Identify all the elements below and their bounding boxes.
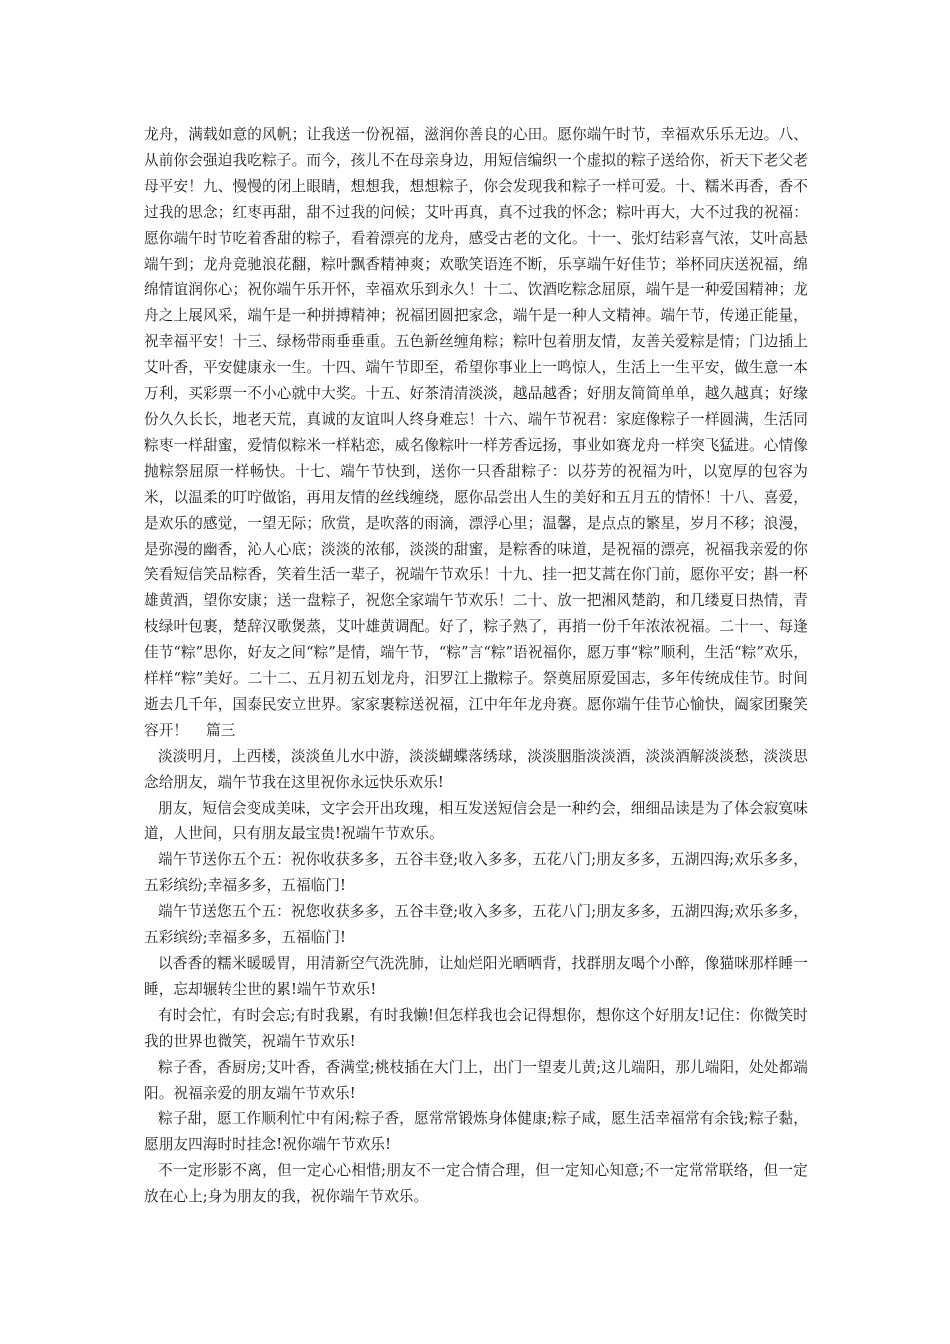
paragraph-6: 有时会忙，有时会忘;有时我累，有时我懒!但怎样我也会记得想你，想你这个好朋友!记住：你微笑时我的世界也微笑，祝端午节欢乐!: [144, 1006, 808, 1050]
paragraph-4: 端午节送您五个五：祝您收获多多，五谷丰登;收入多多，五花八门;朋友多多，五湖四海;欢乐多多，五彩缤纷;幸福多多，五福临门!: [144, 903, 808, 947]
paragraph-2: 朋友，短信会变成美味，文字会开出玫瑰，相互发送短信会是一种约会，细细品读是为了体会寂寞味道，人世间，只有朋友最宝贵!祝端午节欢乐。: [144, 799, 808, 843]
paragraph-1: 淡淡明月，上西楼，淡淡鱼儿水中游，淡淡蝴蝶落绣球，淡淡胭脂淡淡酒，淡淡酒解淡淡愁，淡淡思念给朋友，端午节我在这里祝你永远快乐欢乐!: [144, 747, 808, 791]
continuation-text: 龙舟，满载如意的风帆；让我送一份祝福，滋润你善良的心田。愿你端午时节，幸福欢乐乐无边。八、从前你会强迫我吃粽子。而今，孩儿不在母亲身边，用短信编织一个虚拟的粽子送给你，祈天下老父老母平安！九、慢慢的闭上眼睛，想想我，想想粽子，你会发现我和粽子一样可爱。十、糯米再香，香不过我的思念；红枣再甜，甜不过我的问候；艾叶再真，真不过我的怀念；粽叶再大，大不过我的祝福：愿你端午时节吃着香甜的粽子，看着漂亮的龙舟，感受古老的文化。十一、张灯结彩喜气浓，艾叶高悬端午到；龙舟竞驰浪花翻，粽叶飘香精神爽；欢歌笑语连不断，乐享端午好佳节；举杯同庆送祝福，绵绵情谊润你心；祝你端午乐开怀，幸福欢乐到永久！十二、饮酒吃粽念屈原，端午是一种爱国精神；龙舟之上展风采，端午是一种拼搏精神；祝福团圆把家念，端午是一种人文精神。端午节，传递正能量，祝幸福平安！十三、绿杨带雨垂垂重。五色新丝缠角粽；粽叶包着朋友情，友善关爱粽是情；门边插上艾叶香，平安健康永一生。十四、端午节即至，希望你事业上一鸣惊人，生活上一生平安，做生意一本万利，买彩票一不小心就中大奖。十五、好茶清清淡淡，越品越香；好朋友简简单单，越久越真；好缘份久久长长，地老天荒，真诚的友谊叫人终身难忘！十六、端午节祝君：家庭像粽子一样圆满，生活同粽枣一样甜蜜，爱情似粽米一样粘恋，威名像粽叶一样芳香远扬，事业如赛龙舟一样突飞猛进。心情像抛粽祭屈原一样畅快。十七、端午节快到，送你一只香甜粽子：以芬芳的祝福为叶，以宽厚的包容为米，以温柔的叮咛做馅，再用友情的丝线缠绕，愿你品尝出人生的美好和五月五的情怀！十八、喜爱，是欢乐的感觉，一望无际；欣赏，是吹落的雨滴，漂浮心里；温馨，是点点的繁星，岁月不移；浪漫，是弥漫的幽香，沁人心底；淡淡的浓郁，淡淡的甜蜜，是粽香的味道，是祝福的漂亮，祝福我亲爱的你笑看短信笑品粽香，笑着生活一辈子，祝端午节欢乐！十九、挂一把艾蒿在你门前，愿你平安；斟一杯雄黄酒，望你安康；送一盘粽子，祝您全家端午节欢乐！二十、放一把湘风楚韵，和几缕夏日热情，青枝绿叶包裹，楚辞汉歌煲蒸，艾叶雄黄调配。好了，粽子熟了，再捎一份千年浓浓祝福。二十一、每逢佳节“粽”思你，好友之间“粽”是情，端午节，“粽”言“粽”语祝福你，愿万事“粽”顺利，生活“粽”欢乐，样样“粽”美好。二十二、五月初五划龙舟，汨罗江上撒粽子。祭奠屈原爱国志，多年传统成佳节。时间逝去几千年，国泰民安立世界。家家裹粽送祝福，江中年年龙舟赛。愿你端午佳节心愉快，阖家团聚笑容开！: [144, 126, 808, 739]
continuation-paragraph: [144, 122, 808, 744]
paragraph-9: 不一定形影不离，但一定心心相惜;朋友不一定合情合理，但一定知心知意;不一定常常联络，但一定放在心上;身为朋友的我，祝你端午节欢乐。: [144, 1162, 808, 1206]
section-heading: 篇三: [206, 721, 236, 739]
paragraph-7: 粽子香，香厨房;艾叶香，香满堂;桃枝插在大门上，出门一望麦儿黄;这儿端阳，那儿端阳，处处都端阳。祝福亲爱的朋友端午节欢乐!: [144, 1058, 808, 1102]
paragraph-8: 粽子甜，愿工作顺利忙中有闲;粽子香，愿常常锻炼身体健康;粽子咸，愿生活幸福常有余钱;粽子黏，愿朋友四海时时挂念!祝你端午节欢乐!: [144, 1110, 808, 1154]
document-page: [144, 122, 808, 1210]
paragraph-5: 以香香的糯米暖暖胃，用清新空气洗洗肺，让灿烂阳光晒晒背，找群朋友喝个小醉，像猫咪那样睡一睡，忘却辗转尘世的累!端午节欢乐!: [144, 955, 808, 998]
paragraph-3: 端午节送你五个五：祝你收获多多，五谷丰登;收入多多，五花八门;朋友多多，五湖四海;欢乐多多，五彩缤纷;幸福多多，五福临门!: [144, 851, 808, 895]
